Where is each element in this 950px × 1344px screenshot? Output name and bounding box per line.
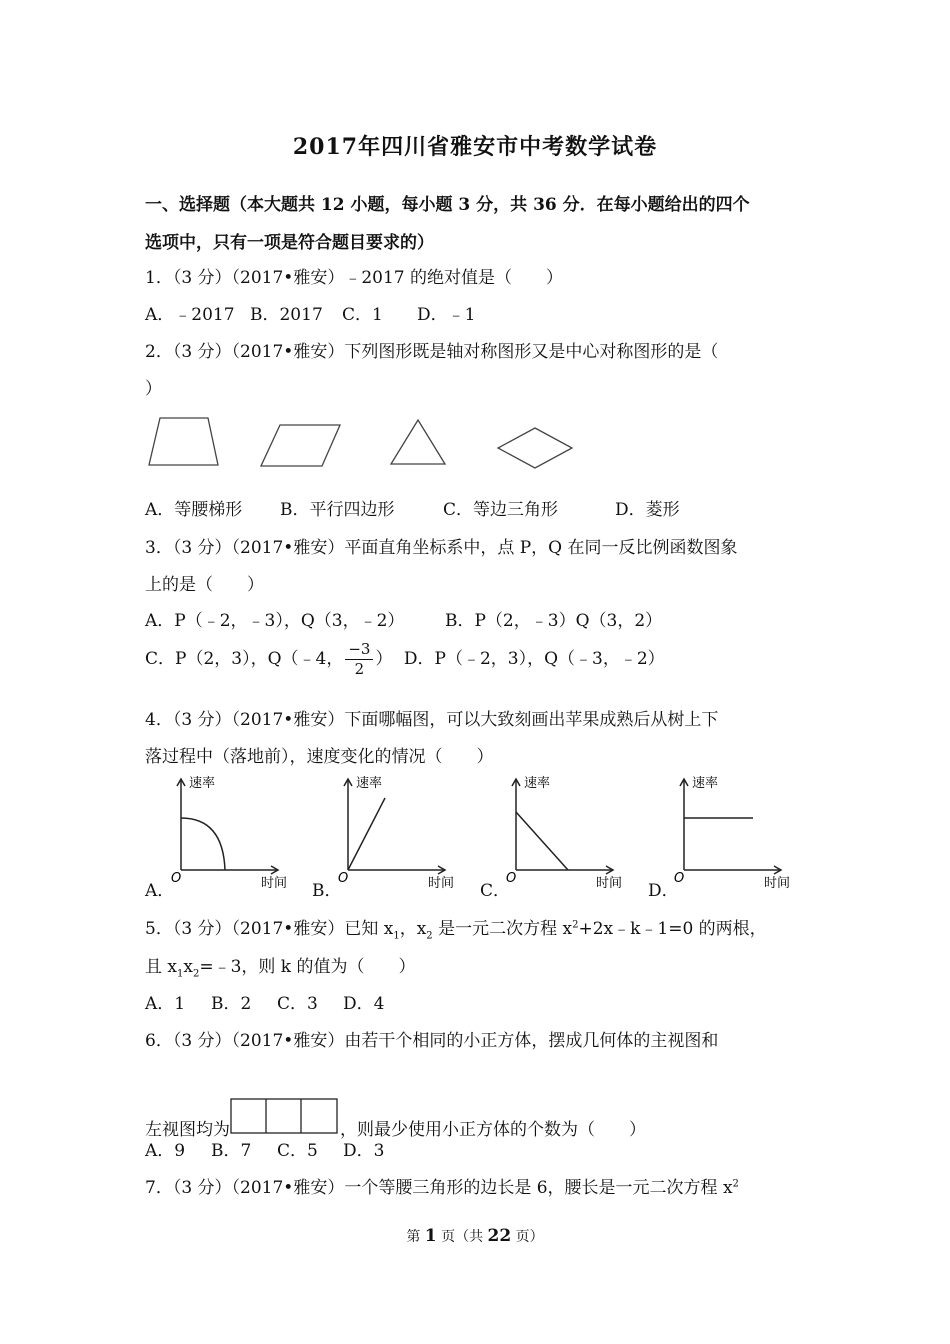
q1-option-c: C．1 bbox=[342, 305, 383, 325]
q3-option-a: A．P（﹣2，﹣3），Q（3，﹣2） bbox=[145, 611, 405, 631]
q6-text-pre: 左视图均为 bbox=[145, 1120, 230, 1140]
q3-stem-line2: 上的是（ ） bbox=[145, 575, 264, 595]
q5-text: =﹣3，则 k 的值为（ ） bbox=[199, 957, 416, 977]
q5-superscript: 2 bbox=[572, 919, 579, 931]
section-heading-line1: 一、选择题（本大题共 12 小题，每小题 3 分，共 36 分．在每小题给出的四个 bbox=[145, 195, 750, 215]
q1-stem: 1．（3 分）（2017•雅安）﹣2017 的绝对值是（ ） bbox=[145, 268, 563, 288]
q6-option-c: C．5 bbox=[277, 1141, 318, 1161]
speed-curve bbox=[181, 818, 225, 870]
origin-label: O bbox=[506, 871, 517, 886]
section-heading-line2: 选项中，只有一项是符合题目要求的） bbox=[145, 233, 434, 253]
q6-three-squares-view bbox=[230, 1098, 340, 1138]
speed-line bbox=[516, 812, 568, 870]
view-outline bbox=[231, 1099, 337, 1133]
y-axis-label: 速率 bbox=[356, 776, 383, 791]
q6-text-post: ，则最少使用小正方体的个数为（ ） bbox=[340, 1120, 646, 1140]
q2-option-c: C．等边三角形 bbox=[443, 500, 559, 520]
q7-stem-line1 bbox=[145, 1173, 739, 1198]
q2-shapes bbox=[140, 410, 590, 480]
q5-text: +2x﹣k﹣1=0 的两根， bbox=[578, 919, 767, 939]
q5-options bbox=[145, 989, 384, 1014]
origin-label: O bbox=[171, 871, 182, 886]
footer-page-number: 1 bbox=[424, 1226, 437, 1246]
q1-option-d: D．﹣1 bbox=[417, 305, 476, 325]
q5-text: x bbox=[183, 957, 193, 977]
page-title: 2017年四川省雅安市中考数学试卷 bbox=[292, 134, 658, 160]
origin-label: O bbox=[338, 871, 349, 886]
q6-options bbox=[145, 1136, 384, 1161]
x-axis-label: 时间 bbox=[428, 876, 455, 891]
q1-option-b: B．2017 bbox=[250, 305, 323, 325]
q5-stem-line1 bbox=[145, 914, 767, 941]
q5-text: 是一元二次方程 x bbox=[432, 919, 573, 939]
q7-text: 7．（3 分）（2017•雅安）一个等腰三角形的边长是 6，腰长是一元二次方程 x bbox=[145, 1178, 733, 1198]
q4-graph-c bbox=[500, 772, 635, 892]
q6-option-b: B．7 bbox=[211, 1141, 252, 1161]
footer-total-pages: 22 bbox=[487, 1226, 512, 1246]
q7-superscript: 2 bbox=[732, 1178, 739, 1190]
q2-stem-line1: 2．（3 分）（2017•雅安）下列图形既是轴对称图形又是中心对称图形的是（ bbox=[145, 342, 719, 362]
q3-stem-line1: 3．（3 分）（2017•雅安）平面直角坐标系中，点 P，Q 在同一反比例函数图象 bbox=[145, 538, 738, 558]
rhombus-shape bbox=[498, 428, 572, 468]
origin-label: O bbox=[674, 871, 685, 886]
q4-letter-c: C． bbox=[480, 881, 511, 901]
q3-options-row1 bbox=[145, 606, 662, 631]
q4-graph-b bbox=[332, 772, 467, 892]
page-footer bbox=[0, 1226, 950, 1246]
x-axis-label: 时间 bbox=[261, 876, 288, 891]
speed-line bbox=[348, 798, 385, 870]
q5-text: 5．（3 分）（2017•雅安）已知 x bbox=[145, 919, 394, 939]
q3-option-c-pre: C．P（2，3），Q（﹣4， bbox=[145, 649, 344, 669]
fraction-numerator: −3 bbox=[345, 642, 373, 660]
q6-stem-line2 bbox=[145, 1098, 646, 1140]
y-axis-label: 速率 bbox=[524, 776, 551, 791]
q3-option-c-post: ） bbox=[375, 649, 393, 669]
q4-letter-a: A． bbox=[145, 881, 175, 901]
q4-graph-d bbox=[668, 772, 803, 892]
q4-graph-a bbox=[165, 772, 300, 892]
q6-stem-line1: 6．（3 分）（2017•雅安）由若干个相同的小正方体，摆成几何体的主视图和 bbox=[145, 1031, 719, 1051]
q3-options-row2 bbox=[145, 642, 665, 677]
q5-subscript: 1 bbox=[393, 930, 400, 942]
q6-option-a: A．9 bbox=[145, 1141, 186, 1161]
q2-option-a: A．等腰梯形 bbox=[145, 500, 243, 520]
q5-text: ，x bbox=[399, 919, 427, 939]
footer-pre: 第 bbox=[406, 1229, 425, 1245]
q5-option-b: B．2 bbox=[211, 994, 252, 1014]
fraction-denominator: 2 bbox=[354, 660, 365, 678]
parallelogram-shape bbox=[261, 425, 340, 466]
q1-option-a: A．﹣2017 bbox=[145, 305, 235, 325]
q6-option-d: D．3 bbox=[343, 1141, 385, 1161]
isosceles-trapezoid-shape bbox=[149, 418, 218, 465]
q5-text: 且 x bbox=[145, 957, 177, 977]
q5-option-c: C．3 bbox=[277, 994, 318, 1014]
q3-option-b: B．P（2，﹣3）Q（3，2） bbox=[445, 611, 663, 631]
q5-subscript: 2 bbox=[192, 968, 200, 980]
q2-option-b: B．平行四边形 bbox=[280, 500, 395, 520]
x-axis-label: 时间 bbox=[764, 876, 791, 891]
q2-stem-line2: ） bbox=[145, 379, 162, 399]
equilateral-triangle-shape bbox=[391, 420, 445, 464]
q4-stem-line1: 4．（3 分）（2017•雅安）下面哪幅图，可以大致刻画出苹果成熟后从树上下 bbox=[145, 710, 719, 730]
footer-mid: 页（共 bbox=[436, 1229, 488, 1245]
y-axis-label: 速率 bbox=[189, 776, 216, 791]
q5-option-d: D．4 bbox=[343, 994, 385, 1014]
q2-option-d: D．菱形 bbox=[615, 500, 680, 520]
x-axis-label: 时间 bbox=[596, 876, 623, 891]
footer-post: 页） bbox=[511, 1229, 544, 1245]
q3-fraction bbox=[345, 642, 373, 677]
q4-letter-b: B． bbox=[312, 881, 342, 901]
q1-options bbox=[145, 300, 475, 325]
q5-subscript: 2 bbox=[426, 930, 433, 942]
q4-letter-d: D． bbox=[648, 881, 679, 901]
q4-stem-line2: 落过程中（落地前），速度变化的情况（ ） bbox=[145, 747, 494, 767]
q5-subscript: 1 bbox=[177, 968, 184, 980]
y-axis-label: 速率 bbox=[692, 776, 719, 791]
q2-options bbox=[145, 495, 680, 520]
q5-option-a: A．1 bbox=[145, 994, 186, 1014]
q5-stem-line2 bbox=[145, 952, 416, 979]
q3-option-d: D．P（﹣2，3），Q（﹣3，﹣2） bbox=[403, 649, 665, 669]
